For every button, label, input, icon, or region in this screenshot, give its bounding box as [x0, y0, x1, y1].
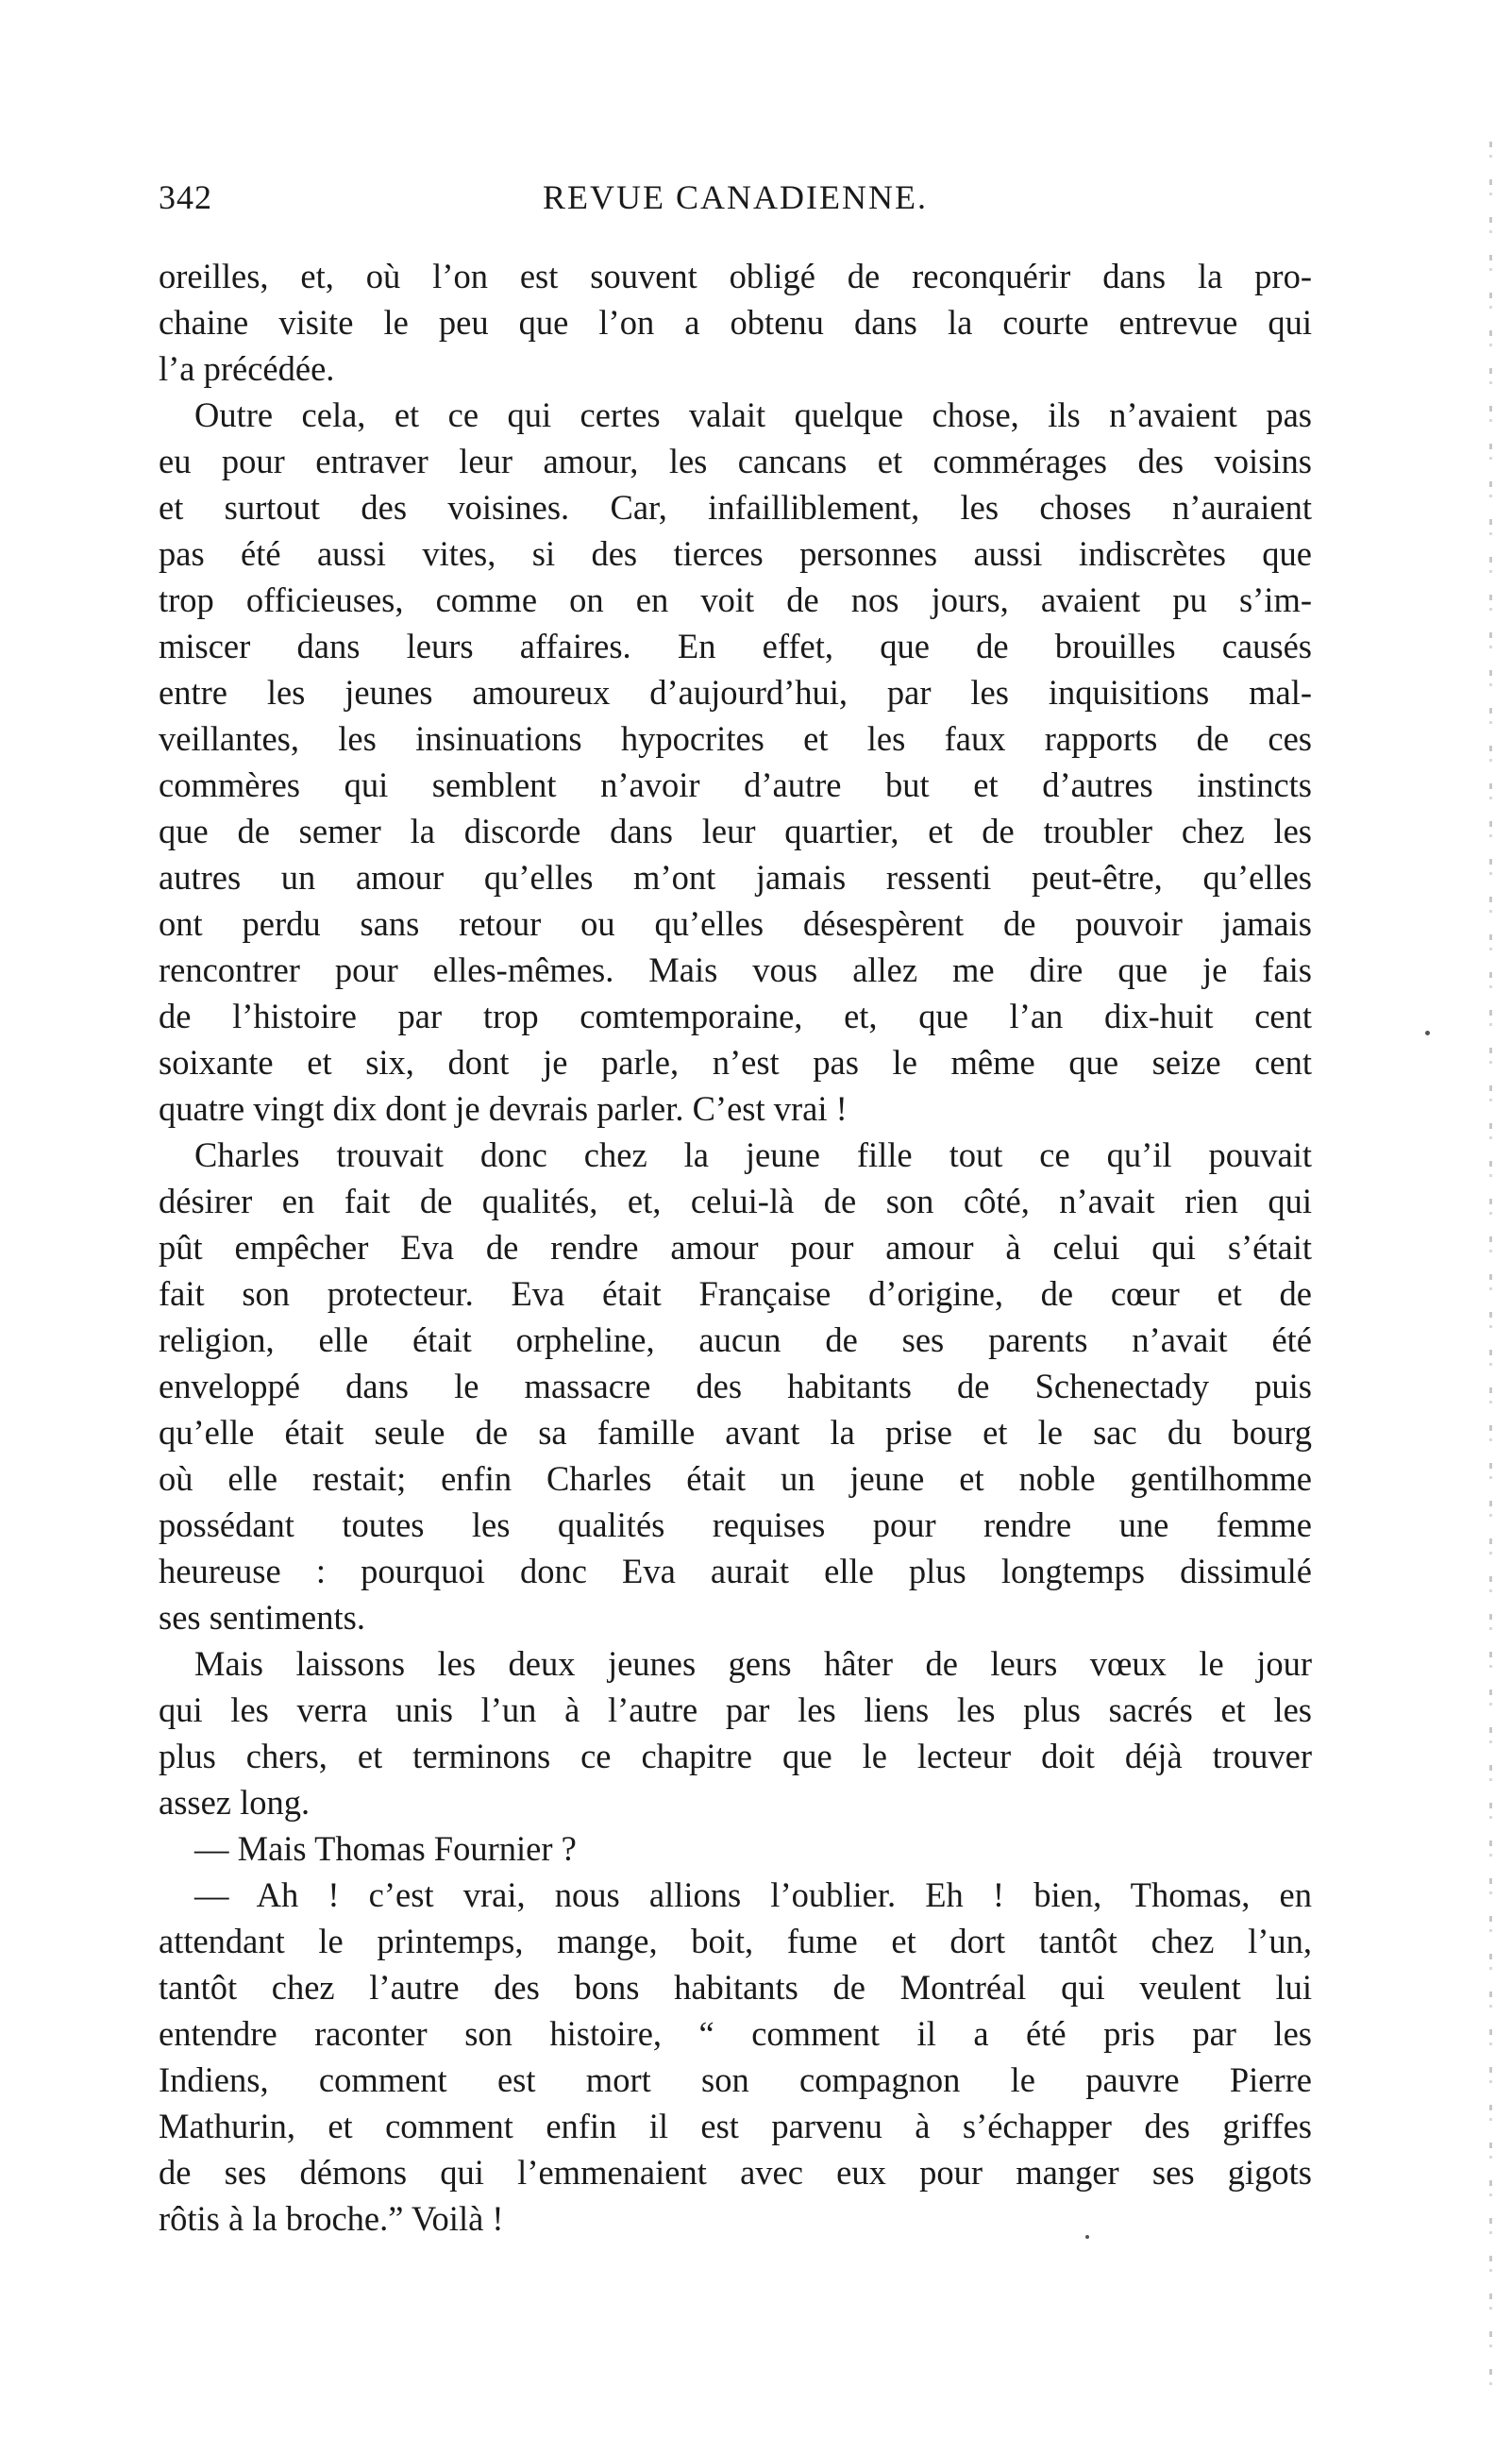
scan-speck: [1085, 2235, 1089, 2239]
text-line: qui les verra unis l’un à l’autre par les liens les plus sacrés et les: [159, 1690, 1312, 1729]
text-line: fait son protecteur. Eva était Française d’origine, de cœur et de: [159, 1274, 1312, 1313]
text-line: Mathurin, et comment enfin il est parvenu à s’échapper des griffes: [159, 2107, 1312, 2145]
text-line: de ses démons qui l’emmenaient avec eux pour manger ses gigots: [159, 2153, 1312, 2192]
text-line: de l’histoire par trop comtemporaine, et, que l’an dix-huit cent: [159, 997, 1312, 1035]
text-line: possédant toutes les qualités requises pour rendre une femme: [159, 1505, 1312, 1544]
text-line: — Mais Thomas Fournier ?: [194, 1829, 577, 1868]
body-text: [159, 253, 1312, 2242]
text-line: autres un amour qu’elles m’ont jamais ressenti peut-être, qu’elles: [159, 858, 1312, 897]
text-line: commères qui semblent n’avoir d’autre but et d’autres instincts: [159, 765, 1312, 804]
text-line: où elle restait; enfin Charles était un jeune et noble gentilhomme: [159, 1459, 1312, 1498]
text-line: eu pour entraver leur amour, les cancans et commérages des voisins: [159, 442, 1312, 480]
text-line: que de semer la discorde dans leur quartier, et de troubler chez les: [159, 812, 1312, 850]
text-line: plus chers, et terminons ce chapitre que le lecteur doit déjà trouver: [159, 1737, 1312, 1775]
text-line: et surtout des voisines. Car, infailliblement, les choses n’auraient: [159, 488, 1312, 527]
text-line: veillantes, les insinuations hypocrites et les faux rapports de ces: [159, 719, 1312, 758]
text-line: quatre vingt dix dont je devrais parler. C’est vrai !: [159, 1089, 848, 1128]
text-line: soixante et six, dont je parle, n’est pas le même que seize cent: [159, 1043, 1312, 1082]
text-line: qu’elle était seule de sa famille avant la prise et le sac du bourg: [159, 1413, 1312, 1452]
text-line: Indiens, comment est mort son compagnon le pauvre Pierre: [159, 2060, 1312, 2099]
text-line: trop officieuses, comme on en voit de nos jours, avaient pu s’im-: [159, 580, 1312, 619]
text-line: pût empêcher Eva de rendre amour pour amour à celui qui s’était: [159, 1228, 1312, 1267]
text-line: enveloppé dans le massacre des habitants de Schenectady puis: [159, 1367, 1312, 1405]
text-line: miscer dans leurs affaires. En effet, que de brouilles causés: [159, 627, 1312, 665]
text-line: tantôt chez l’autre des bons habitants de Montréal qui veulent lui: [159, 1968, 1312, 2007]
text-line: chaine visite le peu que l’on a obtenu dans la courte entrevue qui: [159, 303, 1312, 342]
text-line: entendre raconter son histoire, “ comment il a été pris par les: [159, 2014, 1312, 2053]
running-title: REVUE CANADIENNE.: [543, 178, 928, 216]
text-line: religion, elle était orpheline, aucun de ses parents n’avait été: [159, 1320, 1312, 1359]
text-line: entre les jeunes amoureux d’aujourd’hui, par les inquisitions mal-: [159, 673, 1312, 712]
text-line: rencontrer pour elles-mêmes. Mais vous allez me dire que je fais: [159, 950, 1312, 989]
text-line: rôtis à la broche.” Voilà !: [159, 2199, 504, 2238]
text-line: ont perdu sans retour ou qu’elles désespèrent de pouvoir jamais: [159, 904, 1312, 943]
text-line: l’a précédée.: [159, 349, 335, 388]
text-line: attendant le printemps, mange, boit, fume et dort tantôt chez l’un,: [159, 1922, 1312, 1960]
text-line: Mais laissons les deux jeunes gens hâter de leurs vœux le jour: [194, 1644, 1312, 1683]
text-line: — Ah ! c’est vrai, nous allions l’oublier. Eh ! bien, Thomas, en: [194, 1875, 1312, 1914]
text-line: Outre cela, et ce qui certes valait quelque chose, ils n’avaient pas: [194, 395, 1312, 434]
text-line: désirer en fait de qualités, et, celui-là de son côté, n’avait rien qui: [159, 1182, 1312, 1220]
text-line: pas été aussi vites, si des tierces personnes aussi indiscrètes que: [159, 534, 1312, 573]
text-line: Charles trouvait donc chez la jeune fille tout ce qu’il pouvait: [194, 1135, 1312, 1174]
page-number: 342: [159, 178, 212, 216]
text-line: heureuse : pourquoi donc Eva aurait elle plus longtemps dissimulé: [159, 1552, 1312, 1590]
scan-speck: [1425, 1031, 1430, 1035]
text-line: ses sentiments.: [159, 1598, 365, 1637]
text-line: oreilles, et, où l’on est souvent obligé de reconquérir dans la pro-: [159, 257, 1312, 295]
page-header: [159, 177, 1312, 225]
page-edge-artifact: [1489, 142, 1492, 2407]
text-line: assez long.: [159, 1783, 311, 1822]
